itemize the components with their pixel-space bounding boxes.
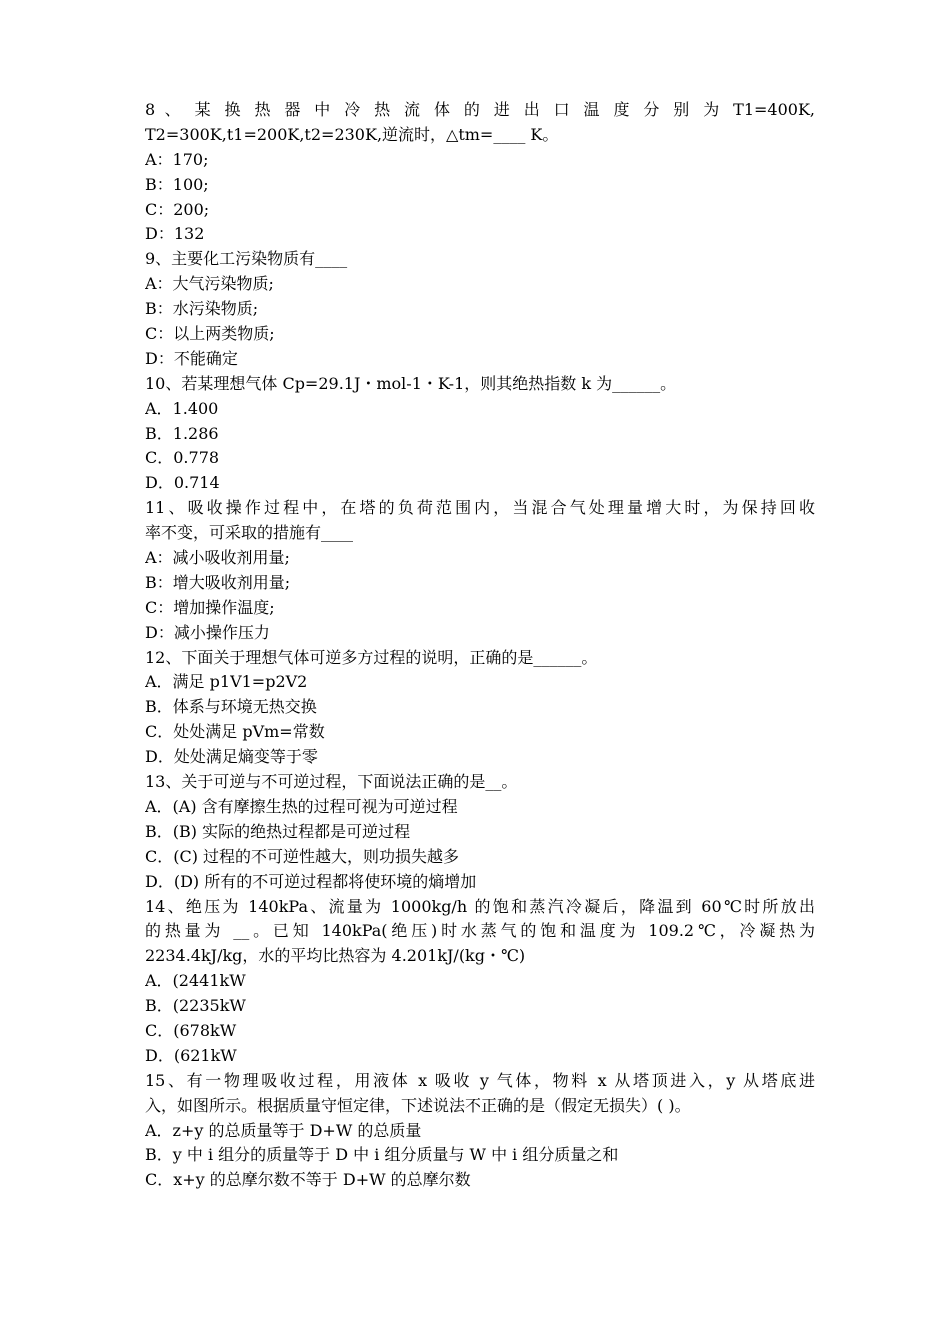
- question-11-line-2: 率不变，可采取的措施有____: [145, 523, 354, 543]
- question-15-line-1: 15、有一物理吸收过程，用液体 x 吸收 y 气体，物料 x 从塔顶进入，y 从塔底进: [145, 1070, 815, 1090]
- q9-option-a: A：大气污染物质;: [145, 274, 274, 294]
- question-13: 13、关于可逆与不可逆过程，下面说法正确的是__。: [145, 772, 518, 792]
- question-14-line-2: 的热量为 __。已知 140kPa(绝压)时水蒸气的饱和温度为 109.2℃，冷凝热为: [145, 921, 815, 941]
- q14-option-a: A．(2441kW: [145, 971, 246, 991]
- q14-option-c: C．(678kW: [145, 1020, 237, 1040]
- q13-option-d: D．(D) 所有的不可逆过程都将使环境的熵增加: [145, 871, 477, 891]
- question-15-line-2: 入，如图所示。根据质量守恒定律，下述说法不正确的是（假定无损失）( )。: [145, 1095, 691, 1115]
- q15-option-a: A．z+y 的总质量等于 D+W 的总质量: [145, 1120, 422, 1140]
- q11-option-c: C：增加操作温度;: [145, 597, 275, 617]
- q13-option-c: C．(C) 过程的不可逆性越大，则功损失越多: [145, 846, 460, 866]
- q10-option-b: B．1.286: [145, 423, 219, 443]
- q11-option-d: D：减小操作压力: [145, 622, 270, 642]
- question-10: 10、若某理想气体 Cp=29.1J・mol-1・K-1，则其绝热指数 k 为______。: [145, 373, 677, 393]
- question-14-line-3: 2234.4kJ/kg，水的平均比热容为 4.201kJ/(kg・℃): [145, 946, 526, 966]
- question-9: 9、主要化工污染物质有____: [145, 249, 348, 269]
- question-14-line-1: 14、绝压为 140kPa、流量为 1000kg/h 的饱和蒸汽冷凝后，降温到 60℃时所放出: [145, 896, 815, 916]
- question-8-line-1: 8 、 某 换 热 器 中 冷 热 流 体 的 进 出 口 温 度 分 别 为 T1=400K,: [145, 100, 815, 119]
- q12-option-d: D．处处满足熵变等于零: [145, 747, 318, 767]
- q8-option-d: D：132: [145, 224, 205, 244]
- q15-option-b: B．y 中 i 组分的质量等于 D 中 i 组分质量与 W 中 i 组分质量之和: [145, 1145, 619, 1165]
- q10-option-c: C．0.778: [145, 448, 220, 468]
- q13-option-b: B．(B) 实际的绝热过程都是可逆过程: [145, 821, 411, 841]
- q9-option-d: D：不能确定: [145, 348, 238, 368]
- document-page: [145, 98, 815, 1193]
- q11-option-a: A：减小吸收剂用量;: [145, 548, 290, 568]
- q9-option-c: C：以上两类物质;: [145, 324, 275, 344]
- question-11-line-1: 11、吸收操作过程中，在塔的负荷范围内，当混合气处理量增大时，为保持回收: [145, 498, 815, 518]
- q9-option-b: B：水污染物质;: [145, 299, 259, 319]
- q15-option-c: C．x+y 的总摩尔数不等于 D+W 的总摩尔数: [145, 1170, 471, 1190]
- q8-option-a: A：170;: [145, 149, 209, 169]
- q14-option-b: B．(2235kW: [145, 996, 246, 1016]
- question-12: 12、下面关于理想气体可逆多方过程的说明，正确的是______。: [145, 647, 598, 667]
- q10-option-a: A．1.400: [145, 398, 219, 418]
- q8-option-b: B：100;: [145, 174, 209, 194]
- q10-option-d: D．0.714: [145, 473, 220, 493]
- q12-option-b: B．体系与环境无热交换: [145, 697, 317, 717]
- q8-option-c: C：200;: [145, 199, 210, 219]
- q13-option-a: A．(A) 含有摩擦生热的过程可视为可逆过程: [145, 796, 458, 816]
- q11-option-b: B：增大吸收剂用量;: [145, 572, 291, 592]
- question-8-line-2: T2=300K,t1=200K,t2=230K,逆流时，△tm=____ K。: [145, 124, 559, 144]
- q12-option-a: A．满足 p1V1=p2V2: [145, 672, 308, 692]
- q12-option-c: C．处处满足 pVm=常数: [145, 722, 325, 742]
- q14-option-d: D．(621kW: [145, 1045, 237, 1065]
